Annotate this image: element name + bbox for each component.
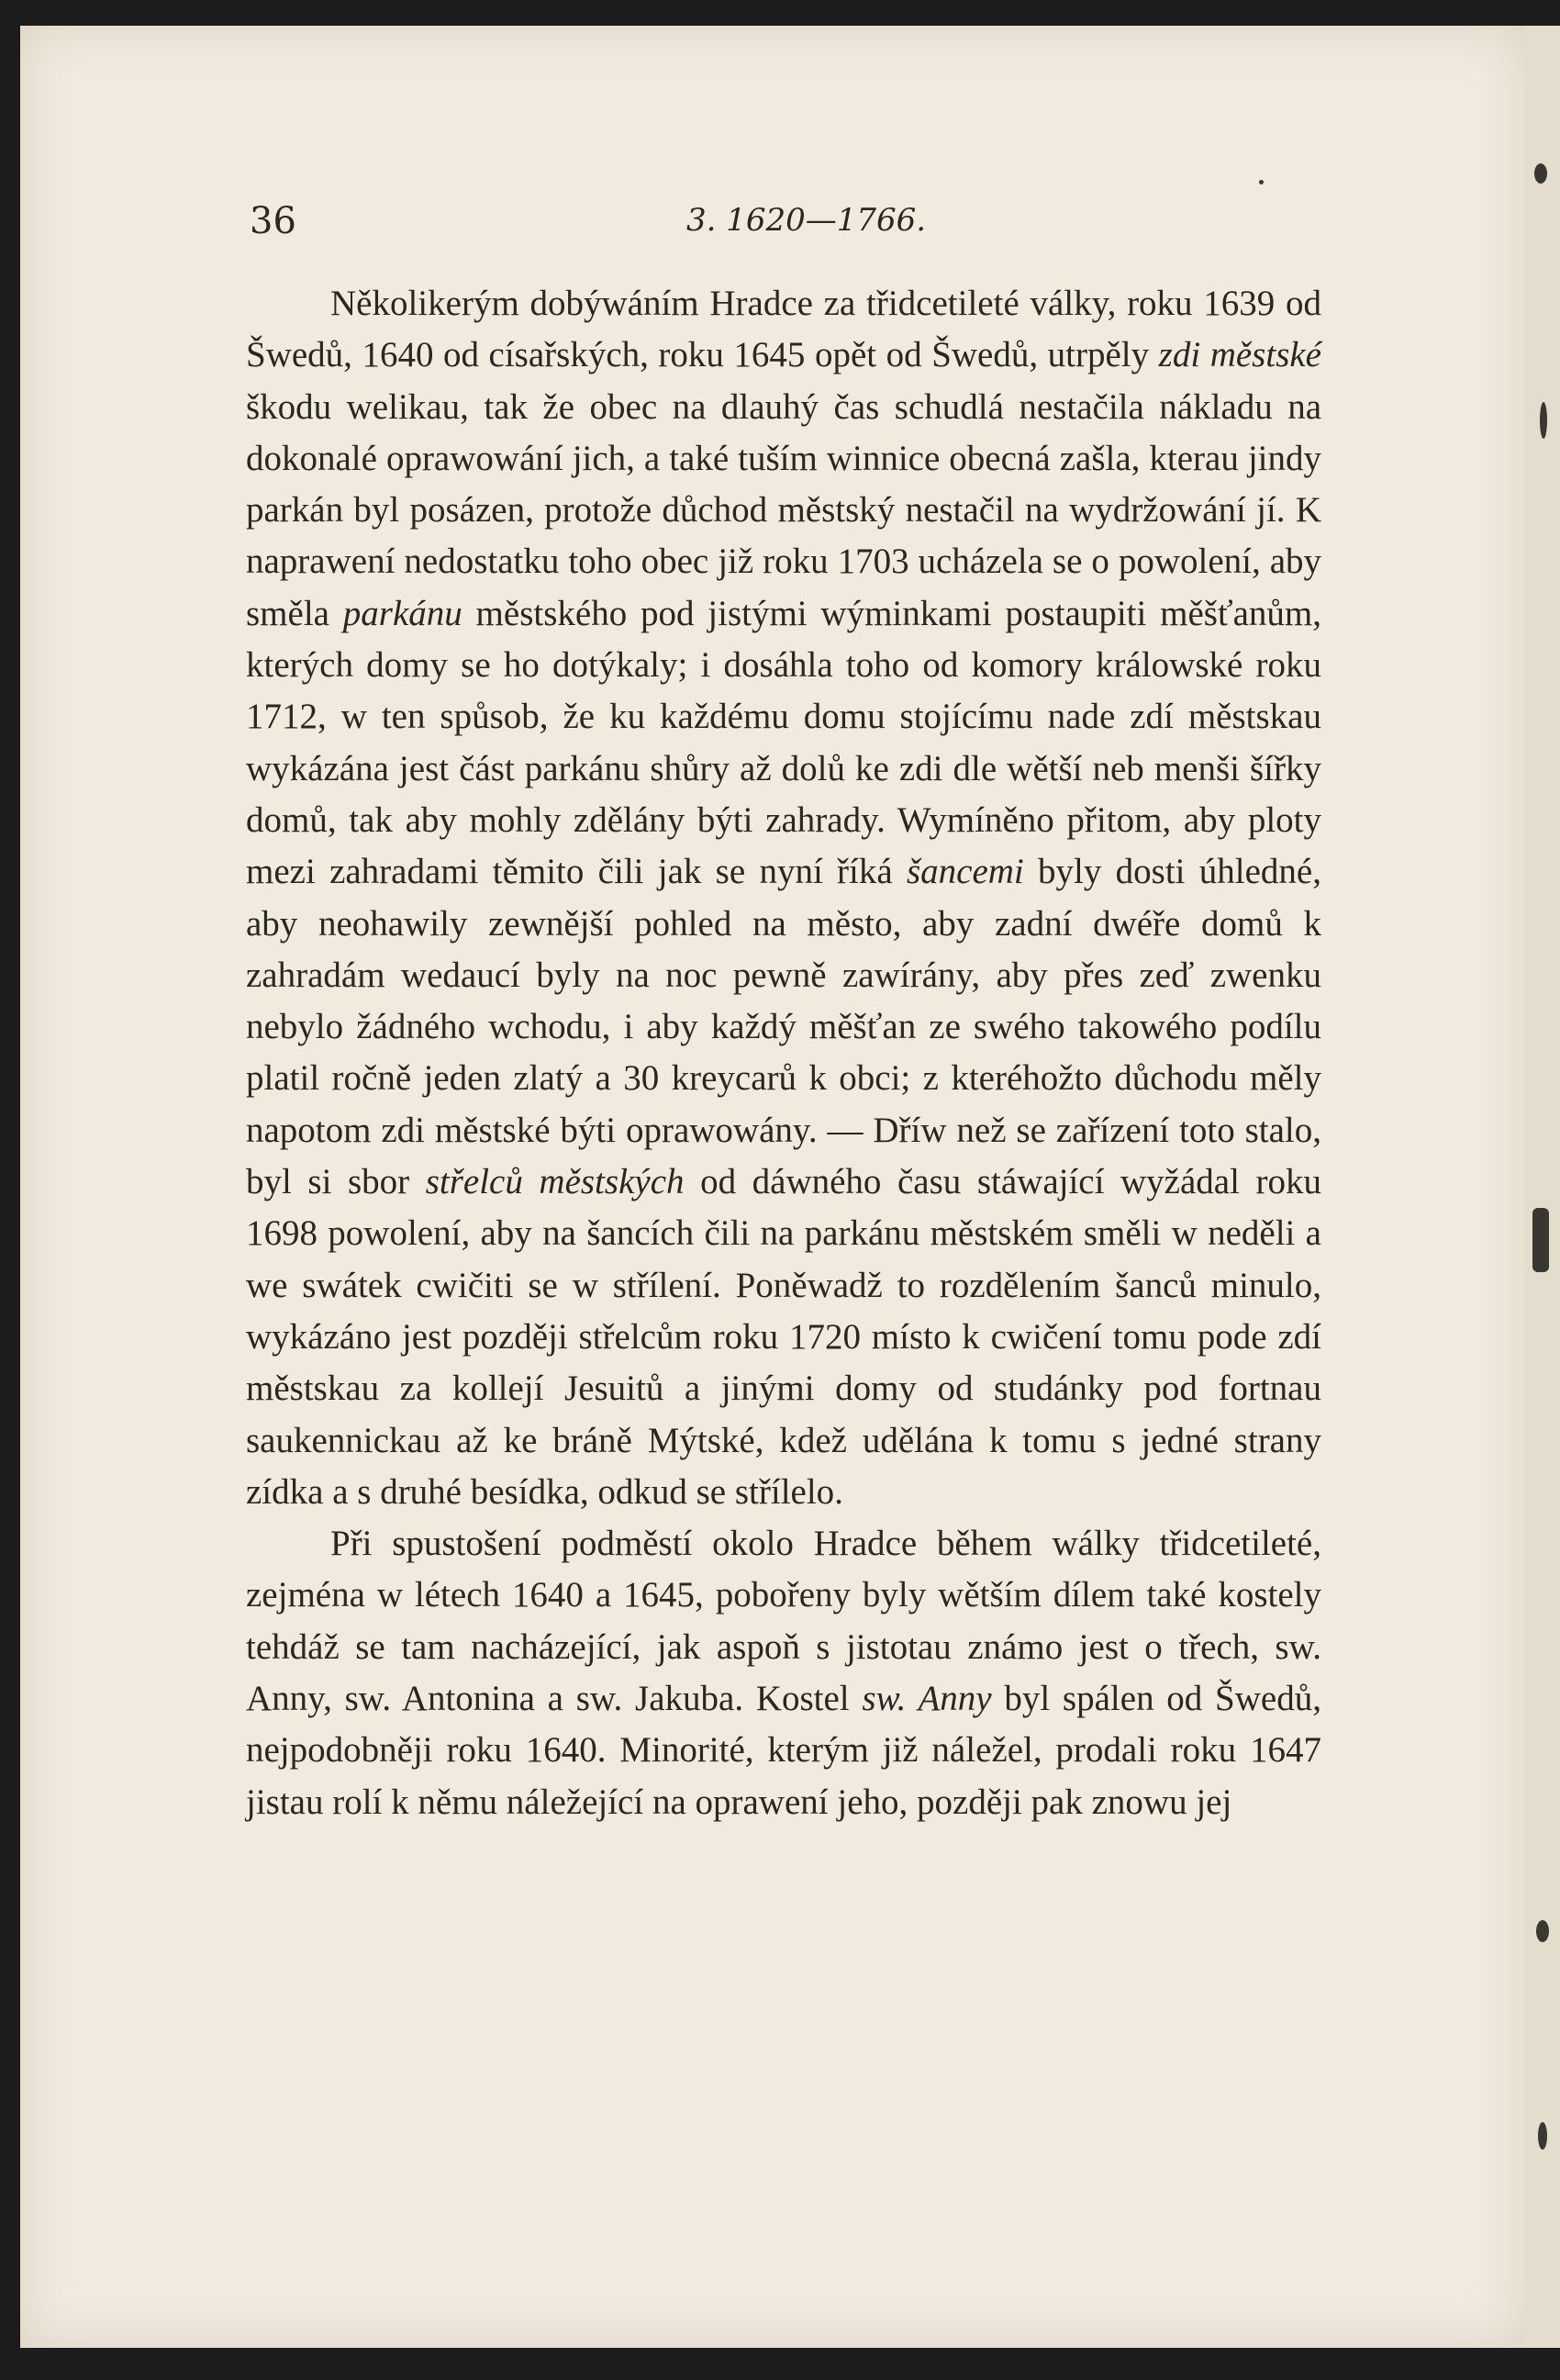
text-run: od dáwného času stáwající wyžádal roku 1698 powolení, aby na šancích čili na parkánu městském směli w neděli a we swátek cwičiti se w střílení. Poněwadž to rozdělením šanců minulo, wykázáno jest později střelcům roku 1720 místo k cwičení tomu pode zdí městskau za kollejí Jesuitů a jinými domy od studánky pod fortnau saukennickau až ke bráně Mýtské, kdež udělána k tomu s jedné strany zídka a s druhé besídka, odkud se střílelo. [246, 1162, 1321, 1512]
paragraph [246, 278, 1321, 1518]
page-edge [1525, 26, 1560, 2348]
italic-term: parkánu [342, 593, 462, 633]
text-run: Několikerým dobýwáním Hradce za třidcetileté války, roku 1639 od Šwedů, 1640 od císařských, roku 1645 opět od Šwedů, utrpěly [246, 284, 1321, 375]
running-title: 3. 1620—1766. [686, 202, 927, 239]
scan-speck [1536, 1920, 1549, 1942]
scan-speck [1259, 180, 1264, 184]
text-run: byl spálen od Šwedů, nejpodobněji roku 1640. Minorité, kterým již náležel, prodali roku 1647 jistau rolí k němu náležející na oprawení jeho, později pak znowu jej [246, 1679, 1321, 1822]
italic-term: zdi městské [1158, 335, 1321, 375]
paragraph [246, 1518, 1321, 1828]
scan-speck [1534, 163, 1547, 184]
scan-speck [1532, 1208, 1549, 1272]
page-header [228, 195, 1331, 240]
scan-speck [1538, 2122, 1547, 2150]
text-run: městského pod jistými wýminkami postaupiti měšťanům, kterých domy se ho dotýkaly; i dosáhla toho od komory králowské roku 1712, w ten spůsob, že ku každému domu stojícímu nade zdí městskau wykázána jest část parkánu shůry až dolů ke zdi dle wětší neb menši šířky domů, tak aby mohly zdělány býti zahrady. Wymíněno přitom, aby ploty mezi zahradami těmito čili jak se nyní říká [246, 593, 1322, 892]
body-text [246, 278, 1321, 1828]
text-run: byly dosti úhledné, aby neohawily zewnější pohled na město, aby zadní dwéře domů k zahradám wedaucí byly na noc pewně zawírány, aby přes zeď zwenku nebylo žádného wchodu, i aby každý měšťan ze swého takowého podílu platil ročně jeden zlatý a 30 kreycarů k obci; z kteréhožto důchodu měly napotom zdi městské býti oprawowány. — Dříw než se zařízení toto stalo, byl si sbor [246, 852, 1321, 1202]
text-run: škodu welikau, tak že obec na dlauhý čas schudlá nestačila nákladu na dokonalé oprawowání jich, a také tuším winnice obecná zašla, kterau jindy parkán byl posázen, protože důchod městský nestačil na wydržowání jí. K naprawení nedostatku toho obec již roku 1703 ucházela se o powolení, aby směla [246, 386, 1321, 633]
italic-term: střelců městských [425, 1162, 685, 1202]
text-run: Při spustošení podměstí okolo Hradce během wálky třidcetileté, zejména w létech 1640 a 1645, pobořeny byly wětším dílem také kostely tehdáž se tam nacházející, jak aspoň s jistotau známo jest o třech, sw. Anny, sw. Antonina a sw. Jakuba. Kostel [246, 1524, 1321, 1719]
scan-speck [1540, 402, 1547, 439]
italic-term: šancemi [906, 852, 1024, 892]
italic-term: sw. Anny [862, 1679, 992, 1719]
page-number: 36 [250, 200, 296, 242]
